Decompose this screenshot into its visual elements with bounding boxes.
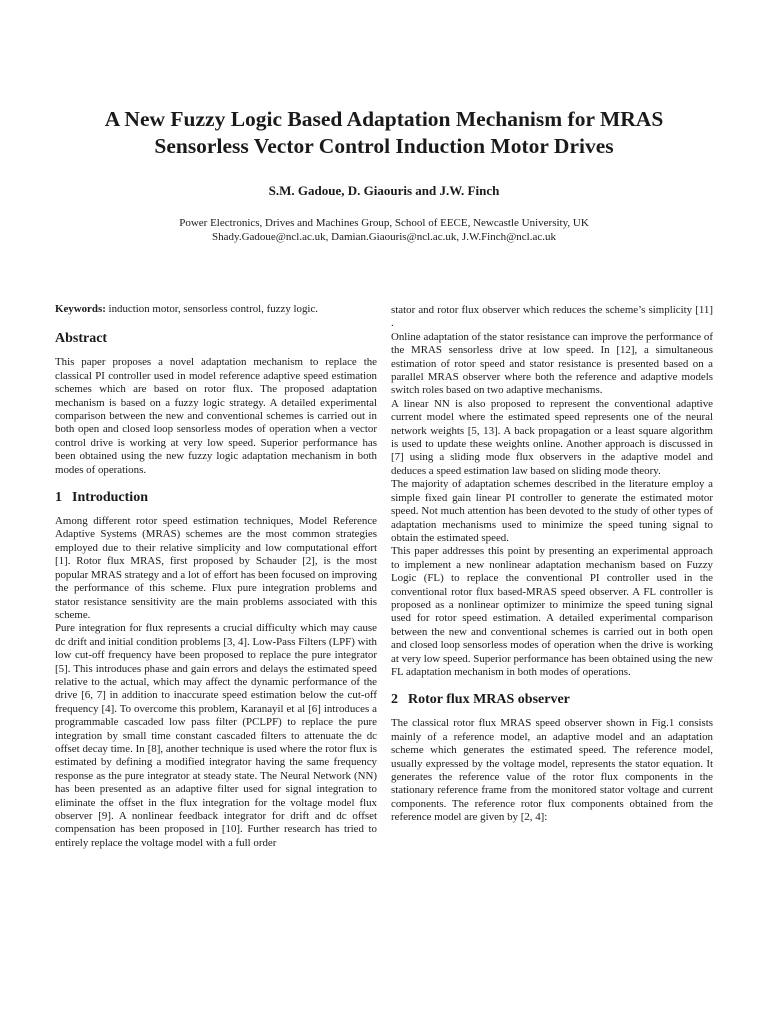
left-column [55, 303, 377, 850]
keywords-text: induction motor, sensorless control, fuzzy logic. [105, 303, 319, 315]
keywords [55, 303, 377, 316]
title-line: Sensorless Vector Control Induction Motor Drives [154, 134, 614, 158]
paragraph: stator and rotor flux observer which reduces the scheme’s simplicity [11] . [391, 304, 713, 330]
title-line: A New Fuzzy Logic Based Adaptation Mechanism for MRAS [104, 107, 664, 131]
abstract-text: This paper proposes a novel adaptation mechanism to replace the classical PI controller used in model reference adaptive speed estimation schemes which are based on rotor flux. The proposed adaptation mechanism is based on a fuzzy logic strategy. A detailed experimental comparison between the new and conventional schemes is carried out in both open and closed loop sensorless modes of operation when a vector control drive is working at very low speed. Superior performance has been obtained using the new fuzzy logic adaptation mechanism in both modes of operations. [55, 356, 377, 476]
keywords-label: Keywords: [55, 303, 106, 315]
email-line: Shady.Gadoue@ncl.ac.uk, Damian.Giaouris@ncl.ac.uk, J.W.Finch@ncl.ac.uk [212, 231, 556, 243]
paragraph: A linear NN is also proposed to represent the conventional adaptive current model where the estimated speed represents one of the neural network weights [5, 13]. A back propagation or a least square algorithm is used to update these weights online. Another approach is discussed in [7] using a sliding mode flux observers in the adaptive model and deduces a speed estimation law based on sliding mode theory. [391, 397, 713, 477]
section-title: Rotor flux MRAS observer [408, 692, 570, 708]
paragraph: Among different rotor speed estimation techniques, Model Reference Adaptive Systems (MRAS) schemes are the most common strategies employed due to their relative simplicity and low computational effort [1]. Rotor flux MRAS, first proposed by Schauder [2], is the most popular MRAS strategy and a lot of effort has been focused on improving the performance of this scheme. Flux pure integration problems and stator resistance sensitivity are the main problems associated with this scheme. [55, 515, 377, 621]
paragraph: Pure integration for flux represents a crucial difficulty which may cause dc drift and initial condition problems [3, 4]. Low-Pass Filters (LPF) with low cut-off frequency have been proposed to replace the pure integrator [5]. This introduces phase and gain errors and delays the estimated speed relative to the actual, which may affect the dynamic performance of the drive [6, 7] in addition to inaccurate speed estimation below the cut-off frequency [4]. To overcome this problem, Karanayil et al [6] introduces a programmable cascaded low pass filter (PCLPF) to replace the pure integration by small time constant cascaded filters to attenuate the dc offset decay time. In [8], another technique is used where the rotor flux is estimated by defining a modified integrator having the same frequency response as the pure integrator at steady state. The Neural Network (NN) has been presented as an adaptive filter used for signal integration to eliminate the offset in the flux integration for the voltage model flux observer [9]. A nonlinear feedback integrator for drift and dc offset compensation has been proposed in [10]. Further research has tried to entirely replace the voltage model with a full order [55, 622, 377, 849]
paragraph: The classical rotor flux MRAS speed observer shown in Fig.1 consists mainly of a reference model, an adaptive model and an adaptation scheme which generates the estimated speed. The reference model, usually expressed by the voltage model, represents the stator equation. It generates the reference value of the rotor flux components in the stationary reference frame from the monitored stator voltage and current components. The reference rotor flux components obtained from the reference model are given by [2, 4]: [391, 717, 713, 824]
affiliation [40, 216, 728, 244]
section-1-heading [55, 489, 377, 506]
section-title: Introduction [72, 490, 148, 506]
authors: S.M. Gadoue, D. Giaouris and J.W. Finch [268, 183, 500, 198]
paper-title [40, 106, 728, 160]
affiliation-line: Power Electronics, Drives and Machines Group, School of EECE, Newcastle University, UK [179, 217, 589, 229]
section-2-heading [391, 691, 713, 708]
abstract-heading: Abstract [55, 331, 108, 347]
right-column [391, 304, 713, 825]
paragraph: Online adaptation of the stator resistance can improve the performance of the MRAS sensorless drive at low speed. In [12], a simultaneous estimation of rotor speed and stator resistance is presented based on a parallel MRAS observer where both the reference and adaptive models switch roles based on two adaptive mechanisms. [391, 330, 713, 397]
paragraph: This paper addresses this point by presenting an experimental approach to implement a new nonlinear adaptation mechanism based on Fuzzy Logic (FL) to replace the conventional PI controller used in the conventional rotor flux based-MRAS speed observer. A FL controller is proposed as a nonlinear optimizer to minimize the speed tuning signal used for rotor speed estimation. A detailed experimental comparison between the new and conventional schemes is carried out in both open and closed loop sensorless modes of operation when the drive is working at very low speed. Superior performance has been obtained using the new FL adaptation mechanism in both modes of operations. [391, 545, 713, 678]
section-number: 1 [55, 490, 62, 506]
paragraph: The majority of adaptation schemes described in the literature employ a simple fixed gain linear PI controller to generate the estimated motor speed. Not much attention has been devoted to the study of other types of adaptation mechanisms used to minimize the speed tuning signal to obtain the estimated speed. [391, 478, 713, 544]
section-number: 2 [391, 692, 398, 708]
